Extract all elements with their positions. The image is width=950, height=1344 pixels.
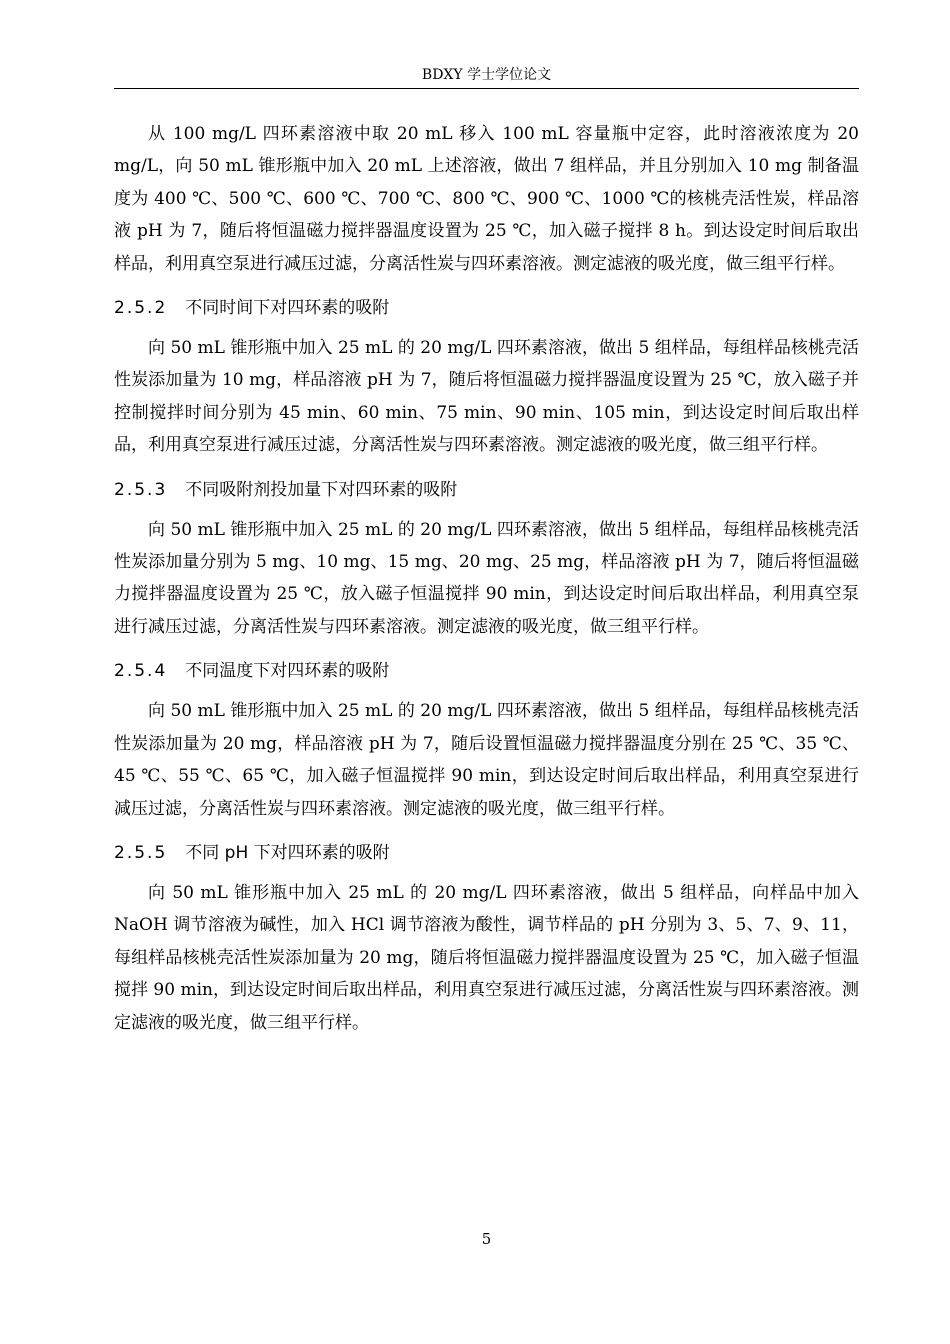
header-rule bbox=[114, 88, 859, 89]
section-heading-2-5-4 bbox=[114, 659, 859, 683]
section-number: 2.5.2 bbox=[114, 298, 168, 319]
section-title: 不同 pH 下对四环素的吸附 bbox=[185, 842, 390, 863]
running-header: BDXY 学士学位论文 bbox=[421, 67, 552, 83]
section-title: 不同吸附剂投加量下对四环素的吸附 bbox=[185, 479, 458, 500]
section-heading-2-5-5 bbox=[114, 841, 859, 865]
section-title: 不同温度下对四环素的吸附 bbox=[185, 661, 390, 682]
section-number: 2.5.3 bbox=[114, 479, 168, 500]
section-paragraph: 向 50 mL 锥形瓶中加入 25 mL 的 20 mg/L 四环素溶液，做出 5 组样品，每组样品核桃壳活性炭添加量分别为 5 mg、10 mg、15 mg、20 mg、25 mg，样品溶液 pH 为 7，随后将恒温磁力搅拌器温度设置为 25 ℃，放入磁子恒温搅拌 90 min，到达设定时间后取出样品，利用真空泵进行减压过滤，分离活性炭与四环素溶液。测定滤液的吸光度，做三组平行样。 bbox=[114, 519, 859, 637]
section-title: 不同时间下对四环素的吸附 bbox=[185, 298, 390, 319]
page-number: 5 bbox=[481, 1230, 492, 1248]
section-number: 2.5.5 bbox=[114, 842, 168, 863]
intro-paragraph: 从 100 mg/L 四环素溶液中取 20 mL 移入 100 mL 容量瓶中定容，此时溶液浓度为 20 mg/L，向 50 mL 锥形瓶中加入 20 mL 上述溶液，做出 7 组样品，并且分别加入 10 mg 制备温度为 400 ℃、500 ℃、600 ℃、700 ℃、800 ℃、900 ℃、1000 ℃的核桃壳活性炭，样品溶液 pH 为 7，随后将恒温磁力搅拌器温度设置为 25 ℃，加入磁子搅拌 8 h。到达设定时间后取出样品，利用真空泵进行减压过滤，分离活性炭与四环素溶液。测定滤液的吸光度，做三组平行样。 bbox=[114, 124, 859, 274]
section-paragraph: 向 50 mL 锥形瓶中加入 25 mL 的 20 mg/L 四环素溶液，做出 5 组样品，每组样品核桃壳活性炭添加量为 10 mg，样品溶液 pH 为 7，随后将恒温磁力搅拌器温度设置为 25 ℃，放入磁子并控制搅拌时间分别为 45 min、60 min、75 min、90 min、105 min，到达设定时间后取出样品，利用真空泵进行减压过滤，分离活性炭与四环素溶液。测定滤液的吸光度，做三组平行样。 bbox=[114, 338, 859, 456]
section-heading-2-5-2 bbox=[114, 296, 859, 320]
page-body bbox=[114, 118, 859, 1039]
section-paragraph: 向 50 mL 锥形瓶中加入 25 mL 的 20 mg/L 四环素溶液，做出 5 组样品，每组样品核桃壳活性炭添加量为 20 mg，样品溶液 pH 为 7，随后设置恒温磁力搅拌器温度分别在 25 ℃、35 ℃、45 ℃、55 ℃、65 ℃，加入磁子恒温搅拌 90 min，到达设定时间后取出样品，利用真空泵进行减压过滤，分离活性炭与四环素溶液。测定滤液的吸光度，做三组平行样。 bbox=[114, 701, 859, 819]
section-heading-2-5-3 bbox=[114, 478, 859, 502]
section-paragraph: 向 50 mL 锥形瓶中加入 25 mL 的 20 mg/L 四环素溶液，做出 5 组样品，向样品中加入 NaOH 调节溶液为碱性，加入 HCl 调节溶液为酸性，调节样品的 pH 分别为 3、5、7、9、11，每组样品核桃壳活性炭添加量为 20 mg，随后将恒温磁力搅拌器温度设置为 25 ℃，加入磁子恒温搅拌 90 min，到达设定时间后取出样品，利用真空泵进行减压过滤，分离活性炭与四环素溶液。测定滤液的吸光度，做三组平行样。 bbox=[114, 882, 859, 1033]
section-number: 2.5.4 bbox=[114, 661, 168, 682]
